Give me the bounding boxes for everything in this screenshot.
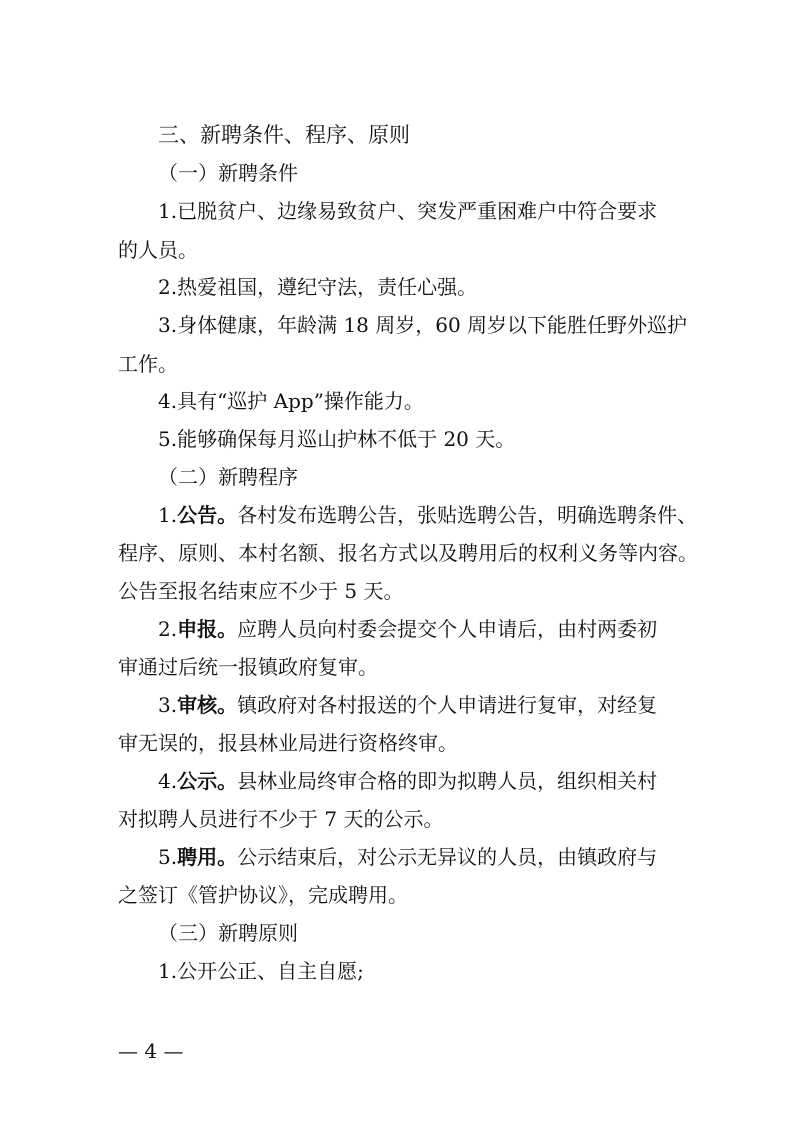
step-title: 申报。	[177, 617, 238, 641]
procedure-step-1-line-3: 公告至报名结束应不少于 5 天。	[118, 579, 404, 603]
step-text: 县林业局终审合格的即为拟聘人员，组织相关村	[237, 769, 658, 793]
condition-5: 5.能够确保每月巡山护林不低于 20 天。	[158, 427, 516, 451]
procedure-step-1-line-1	[158, 503, 697, 527]
step-text: 公示结束后，对公示无异议的人员，由镇政府与	[237, 845, 658, 869]
principle-1: 1.公开公正、自主自愿;	[158, 959, 364, 983]
procedure-step-4-line-1	[158, 769, 657, 793]
step-text: 各村发布选聘公告，张贴选聘公告，明确选聘条件、	[237, 503, 698, 527]
page-number: — 4 —	[118, 1039, 184, 1063]
step-text: 应聘人员向村委会提交个人申请后，由村两委初	[237, 617, 658, 641]
procedure-step-5-line-1	[158, 845, 657, 869]
procedure-heading: （二）新聘程序	[158, 465, 298, 489]
step-text: 镇政府对各村报送的个人申请进行复审，对经复	[237, 693, 658, 717]
section-title: 三、新聘条件、程序、原则	[158, 123, 410, 147]
condition-4: 4.具有“巡护 App”操作能力。	[158, 389, 424, 413]
step-title: 聘用。	[177, 845, 238, 869]
step-number: 5.	[158, 845, 178, 869]
principles-heading: （三）新聘原则	[158, 921, 298, 945]
condition-3-line-1: 3.身体健康，年龄满 18 周岁，60 周岁以下能胜任野外巡护	[158, 313, 688, 337]
procedure-step-5-line-2: 之签订《管护协议》，完成聘用。	[118, 883, 408, 907]
step-number: 4.	[158, 769, 178, 793]
procedure-step-2-line-1	[158, 617, 657, 641]
step-number: 1.	[158, 503, 178, 527]
procedure-step-3-line-1	[158, 693, 657, 717]
step-title: 审核。	[177, 693, 238, 717]
step-title: 公告。	[177, 503, 238, 527]
procedure-step-3-line-2: 审无误的，报县林业局进行资格终审。	[118, 731, 458, 755]
step-number: 2.	[158, 617, 178, 641]
step-number: 3.	[158, 693, 178, 717]
condition-1-line-2: 的人员。	[118, 238, 198, 262]
procedure-step-4-line-2: 对拟聘人员进行不少于 7 天的公示。	[118, 807, 444, 831]
step-title: 公示。	[177, 769, 238, 793]
condition-1-line-1: 1.已脱贫户、边缘易致贫户、突发严重困难户中符合要求	[158, 199, 658, 223]
procedure-step-1-line-2: 程序、原则、本村名额、报名方式以及聘用后的权利义务等内容。	[118, 541, 698, 565]
procedure-step-2-line-2: 审通过后统一报镇政府复审。	[118, 655, 378, 679]
condition-3-line-2: 工作。	[118, 352, 178, 376]
conditions-heading: （一）新聘条件	[158, 161, 298, 185]
condition-2: 2.热爱祖国，遵纪守法，责任心强。	[158, 275, 478, 299]
